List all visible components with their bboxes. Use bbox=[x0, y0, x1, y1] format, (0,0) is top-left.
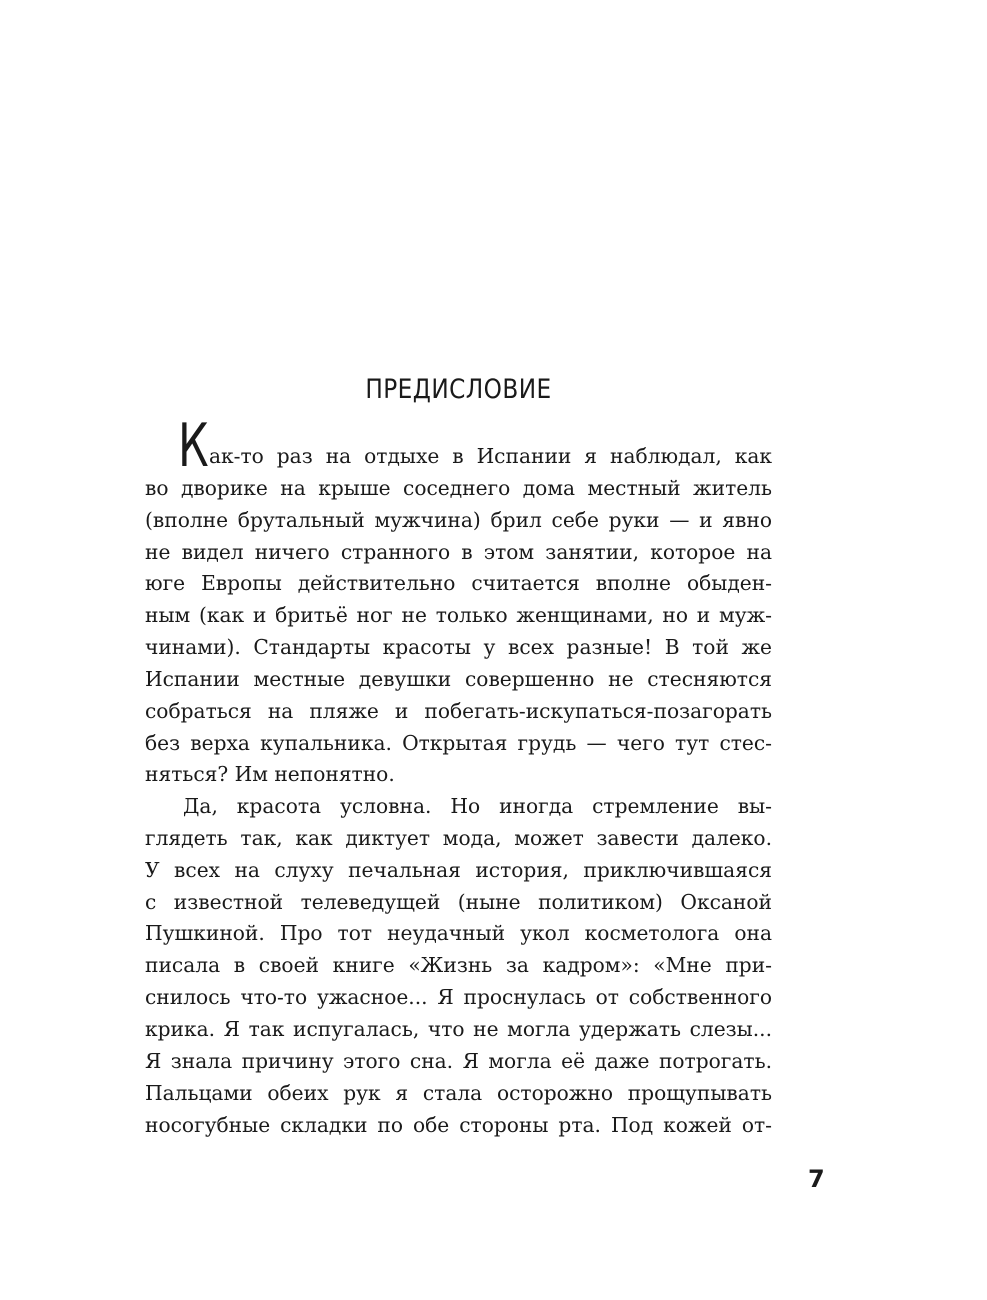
text-line: ным (как и бритьё ног не только женщинами, но и муж- bbox=[145, 603, 772, 627]
text-line: чинами). Стандарты красоты у всех разные! В той же bbox=[145, 635, 772, 659]
text-line: собраться на пляже и побегать-искупаться-позагорать bbox=[145, 699, 772, 723]
text-line: Испании местные девушки совершенно не стесняются bbox=[145, 667, 772, 691]
text-line: (вполне брутальный мужчина) брил себе руки — и явно bbox=[145, 508, 772, 532]
text-line: без верха купальника. Открытая грудь — чего тут стес- bbox=[145, 731, 772, 755]
text-line: крика. Я так испугалась, что не могла удержать слезы... bbox=[145, 1017, 772, 1041]
text-line: Пальцами обеих рук я стала осторожно прощупывать bbox=[145, 1081, 772, 1105]
text-line: Пушкиной. Про тот неудачный укол косметолога она bbox=[145, 921, 772, 945]
text-line: Да, красота условна. Но иногда стремление вы- bbox=[183, 794, 772, 818]
text-line: носогубные складки по обе стороны рта. Под кожей от- bbox=[145, 1113, 772, 1137]
text-line: не видел ничего странного в этом занятии, которое на bbox=[145, 540, 772, 564]
chapter-heading: ПРЕДИСЛОВИЕ bbox=[365, 374, 552, 405]
drop-cap: К bbox=[178, 411, 209, 481]
text-line: Я знала причину этого сна. Я могла её даже потрогать. bbox=[145, 1049, 772, 1073]
text-line: снилось что-то ужасное... Я проснулась от собственного bbox=[145, 985, 772, 1009]
text-line: писала в своей книге «Жизнь за кадром»: «Мне при- bbox=[145, 953, 772, 977]
text-line: юге Европы действительно считается вполне обыден- bbox=[145, 571, 772, 595]
text-line: с известной телеведущей (ныне политиком) Оксаной bbox=[145, 890, 772, 914]
text-line: ак-то раз на отдыхе в Испании я наблюдал, как bbox=[209, 444, 772, 468]
text-line: няться? Им непонятно. bbox=[145, 762, 395, 786]
text-line: во дворике на крыше соседнего дома местный житель bbox=[145, 476, 772, 500]
text-line: У всех на слуху печальная история, приключившаяся bbox=[145, 858, 772, 882]
text-line: глядеть так, как диктует мода, может завести далеко. bbox=[145, 826, 772, 850]
page-number: 7 bbox=[808, 1165, 825, 1193]
